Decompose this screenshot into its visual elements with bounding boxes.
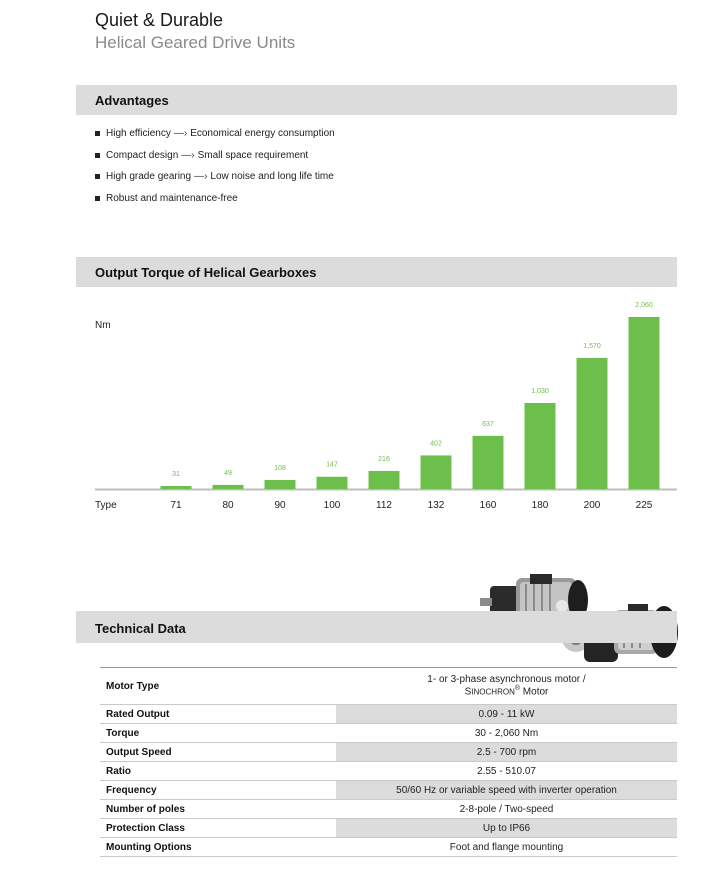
- technical-data-table: [100, 667, 677, 857]
- bar: [265, 480, 296, 489]
- torque-bar-chart: [76, 290, 677, 520]
- advantage-text: Compact design: [106, 149, 179, 161]
- row-value: [336, 668, 677, 704]
- x-tick-label: 80: [222, 500, 234, 511]
- table-row: [100, 781, 677, 800]
- data-label: 49: [224, 469, 232, 477]
- bar: [629, 317, 660, 489]
- data-label: 216: [378, 455, 390, 463]
- technical-data-header: [76, 611, 677, 643]
- x-tick-label: 132: [427, 500, 445, 511]
- arrow-icon: —›: [173, 128, 188, 139]
- row-label: Motor Type: [106, 680, 160, 692]
- table-row: [100, 838, 677, 857]
- advantages-heading: Advantages: [95, 93, 169, 108]
- data-label: 147: [326, 461, 338, 469]
- bullet-icon: [95, 174, 100, 179]
- page-subtitle: Helical Geared Drive Units: [95, 33, 296, 52]
- x-tick-label: 180: [531, 500, 549, 511]
- row-label: Output Speed: [106, 746, 172, 758]
- table-row: [100, 724, 677, 743]
- torque-heading: Output Torque of Helical Gearboxes: [95, 265, 317, 280]
- row-value: 2.55 - 510.07: [477, 765, 536, 777]
- row-label: Rated Output: [106, 708, 170, 720]
- list-item: [95, 171, 335, 193]
- list-item: [95, 150, 335, 172]
- data-label: 637: [482, 420, 494, 428]
- bar: [421, 455, 452, 489]
- torque-header: [76, 257, 677, 287]
- x-axis-label: Type: [95, 500, 117, 511]
- row-label: Ratio: [106, 765, 131, 777]
- data-label: 402: [430, 440, 442, 448]
- advantage-result: Economical energy consumption: [190, 128, 335, 139]
- advantage-text: Robust and maintenance-free: [106, 192, 238, 204]
- row-value: 2.5 - 700 rpm: [336, 743, 677, 761]
- brand-initial: S: [464, 686, 472, 698]
- row-label: Torque: [106, 727, 140, 739]
- table-row: [100, 705, 677, 724]
- registered-mark: ®: [514, 685, 521, 693]
- table-row: [100, 800, 677, 819]
- row-label: Frequency: [106, 784, 157, 796]
- table-row: [100, 667, 677, 705]
- table-row: [100, 762, 677, 781]
- x-tick-label: 100: [323, 500, 341, 511]
- data-label: 31: [172, 471, 180, 478]
- data-label: 108: [274, 464, 286, 472]
- bar: [317, 477, 348, 489]
- row-label: Number of poles: [106, 803, 185, 815]
- data-label: 2,060: [635, 302, 653, 309]
- data-label: 1,570: [583, 342, 601, 350]
- advantage-result: Small space requirement: [197, 149, 309, 161]
- list-item: [95, 193, 335, 215]
- bar: [213, 485, 244, 489]
- y-axis-label: Nm: [95, 320, 111, 331]
- bullet-icon: [95, 196, 100, 201]
- row-value: Up to IP66: [336, 819, 677, 837]
- bar: [577, 358, 608, 489]
- advantage-text: High grade gearing: [106, 171, 192, 182]
- row-value: 30 - 2,060 Nm: [474, 727, 539, 739]
- bullet-icon: [95, 153, 100, 158]
- row-value: 0.09 - 11 kW: [336, 705, 677, 723]
- table-row: [100, 743, 677, 762]
- x-tick-label: 200: [583, 500, 601, 511]
- bar: [525, 403, 556, 489]
- data-label: 1,030: [531, 388, 549, 395]
- x-tick-label: 225: [635, 500, 653, 511]
- advantages-list: [95, 128, 335, 214]
- technical-data-heading: Technical Data: [95, 621, 186, 636]
- row-label: Protection Class: [106, 822, 185, 834]
- x-tick-label: 90: [274, 500, 286, 511]
- page-title: Quiet & Durable: [95, 10, 224, 30]
- arrow-icon: —›: [194, 171, 208, 182]
- motor-type-brand: [465, 685, 549, 697]
- advantage-text: High efficiency: [106, 128, 171, 139]
- motor-type-line: 1- or 3-phase asynchronous motor /: [427, 674, 586, 686]
- row-label: Mounting Options: [106, 841, 192, 853]
- table-row: [100, 819, 677, 838]
- x-tick-label: 160: [479, 500, 497, 511]
- bar: [473, 436, 504, 489]
- advantages-header: [76, 85, 677, 115]
- x-tick-label: 112: [376, 500, 392, 511]
- bar: [161, 486, 192, 489]
- bullet-icon: [95, 131, 100, 136]
- advantage-result: Low noise and long life time: [210, 171, 334, 182]
- row-value: Foot and flange mounting: [449, 841, 564, 853]
- arrow-icon: —›: [181, 149, 195, 161]
- brand-suffix: Motor: [520, 686, 549, 698]
- bar: [369, 471, 400, 489]
- row-value: 50/60 Hz or variable speed with inverter operation: [336, 781, 677, 799]
- x-tick-label: 71: [170, 500, 182, 511]
- row-value: 2-8-pole / Two-speed: [459, 803, 554, 815]
- list-item: [95, 128, 335, 150]
- brand-rest: INOCHRON: [471, 687, 515, 697]
